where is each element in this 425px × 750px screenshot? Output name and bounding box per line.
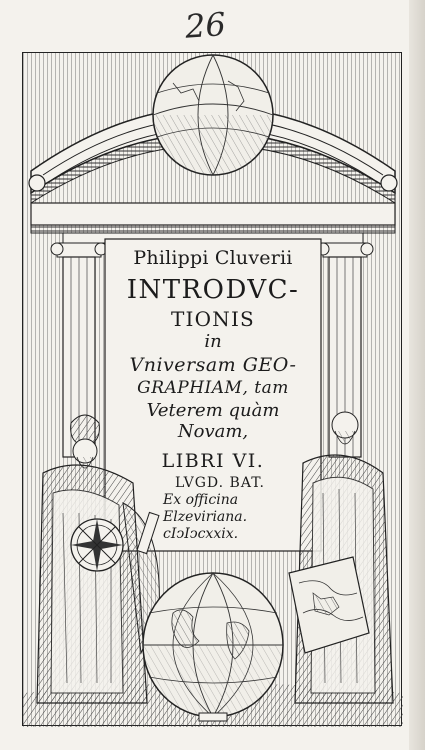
title-line-in: in [204, 331, 222, 352]
page-edge [409, 0, 425, 750]
author-name: Philippi Cluverii [133, 247, 293, 269]
title-line-geographiam: GRAPHIAM, tam [137, 378, 289, 398]
imprint-place: LVGD. BAT. [175, 475, 265, 491]
imprint-press: Elzeviriana. [163, 509, 248, 525]
handwritten-shelfmark: 26 [183, 4, 228, 46]
title-line-novam: Novam, [177, 421, 249, 442]
title-line-2: TIONIS [171, 307, 255, 331]
title-line-1: INTRODVC- [126, 275, 300, 305]
title-line-libri: LIBRI VI. [161, 450, 265, 472]
engraved-frontispiece [22, 52, 402, 726]
imprint-officina: Ex officina [163, 492, 239, 508]
title-line-universam: Vniversam GEO- [129, 354, 297, 376]
title-line-veterem: Veterem quàm [146, 400, 280, 421]
imprint-date: cIↄIↄcxxix. [163, 526, 239, 542]
celestial-globe-icon [153, 55, 273, 175]
imprint-block [163, 475, 295, 543]
